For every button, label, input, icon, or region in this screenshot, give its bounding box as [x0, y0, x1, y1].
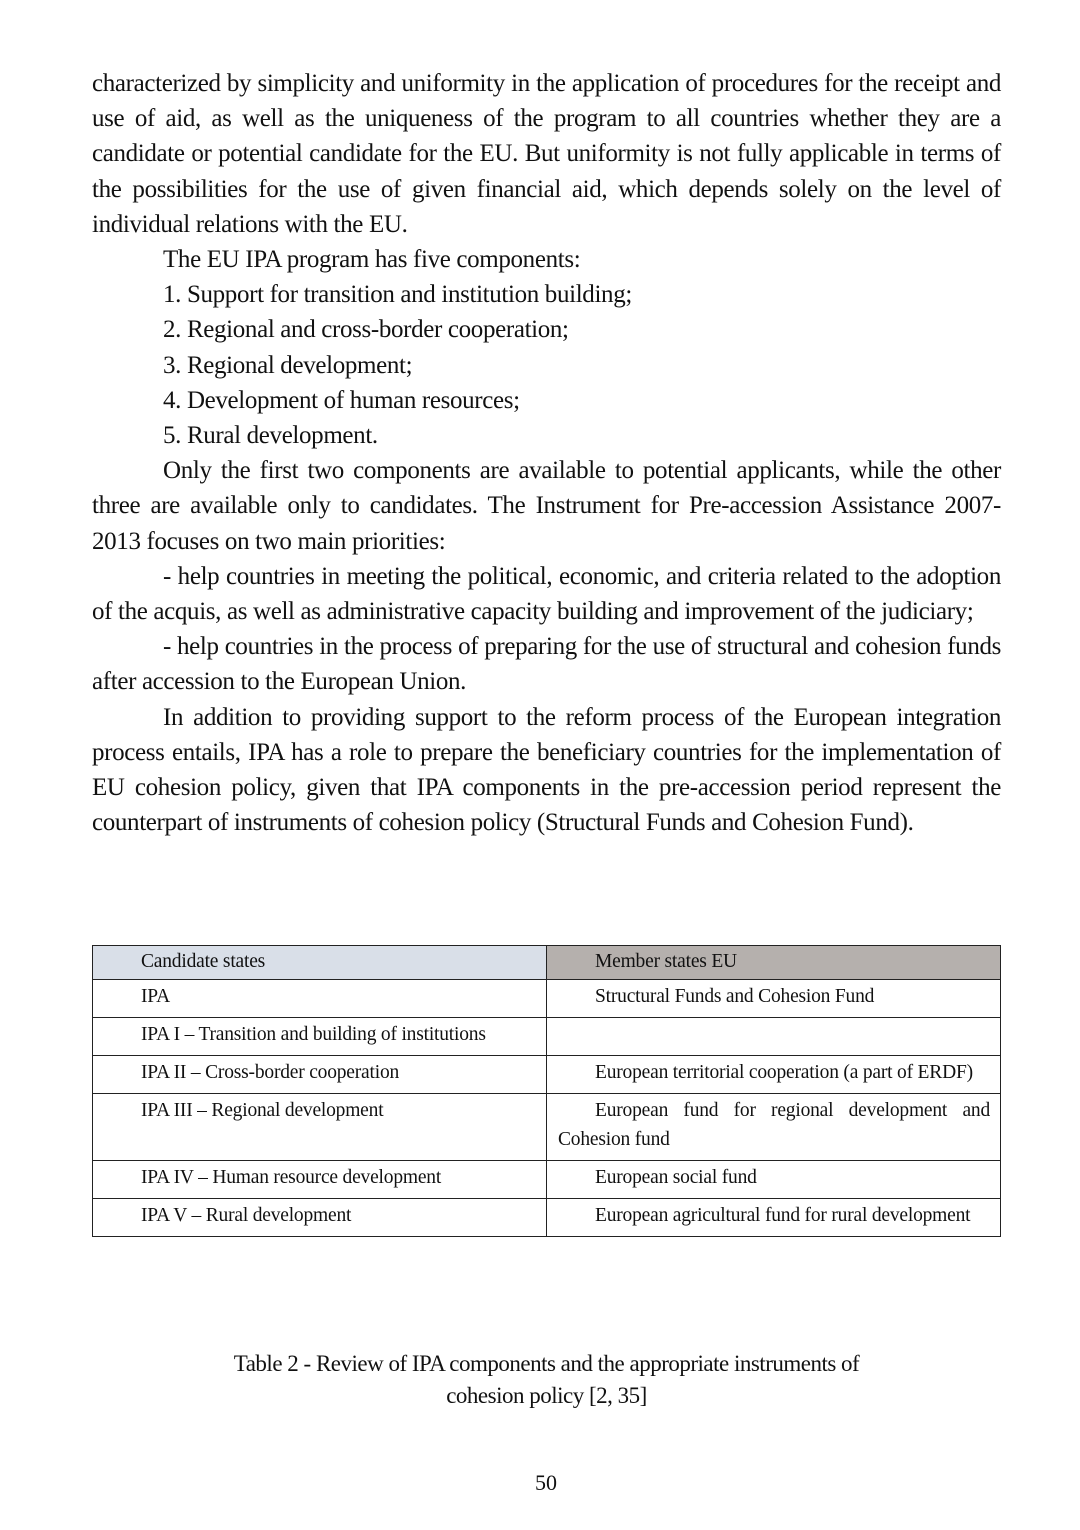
caption-line-2: cohesion policy [2, 35]: [446, 1383, 647, 1408]
cell-text: European fund for regional development and Cohesion fund: [558, 1100, 990, 1150]
closing-paragraph: In addition to providing support to the reform process of the European integration process entails, IPA has a role to prepare the beneficiary countries for the implementation of EU cohesion policy, given that IPA components in the pre-accession period represent the counterpart of instruments of cohesion policy (Structural Funds and Cohesion Fund).: [92, 703, 1001, 837]
cell-text: IPA V – Rural development: [141, 1205, 352, 1226]
cell-text: European social fund: [595, 1167, 757, 1188]
component-item-5: 5. Rural development.: [163, 422, 378, 450]
ipa-components-table: [92, 945, 1001, 1237]
table-row: [93, 1056, 1001, 1094]
intro-paragraph: characterized by simplicity and uniformity in the application of procedures for the receipt and use of aid, as well as the uniqueness of the program to all countries whether they are a candidate or potential candidate for the EU. But uniformity is not fully applicable in terms of the possibilities for the use of given financial aid, which depends solely on the level of individual relations with the EU.: [92, 70, 1001, 238]
table-cell-candidate: [93, 1056, 547, 1094]
table-cell-member: [547, 1056, 1001, 1094]
table-caption: [92, 1348, 1001, 1412]
table-row: [93, 1199, 1001, 1237]
component-item-3: 3. Regional development;: [163, 351, 413, 379]
table-row: [93, 1094, 1001, 1161]
table-row: [93, 1161, 1001, 1199]
table-cell-member: [547, 1199, 1001, 1237]
header-candidate-states: [93, 946, 547, 980]
cell-text: Structural Funds and Cohesion Fund: [595, 986, 875, 1007]
caption-line-1: Table 2 - Review of IPA components and the appropriate instruments of: [233, 1351, 860, 1376]
table-header-row: [93, 946, 1001, 980]
table-cell-candidate: [93, 1199, 547, 1237]
table-row: [93, 980, 1001, 1018]
cell-text: IPA: [141, 986, 171, 1007]
component-item-2: 2. Regional and cross-border cooperation;: [163, 316, 569, 344]
priority-item-1: - help countries in meeting the political, economic, and criteria related to the adoption of the acquis, as well as administrative capacity building and improvement of the judiciary;: [92, 562, 1001, 626]
cell-text: European agricultural fund for rural development: [595, 1205, 971, 1226]
cell-text: IPA III – Regional development: [141, 1100, 384, 1121]
page-body: [92, 66, 1001, 840]
table-cell-member: [547, 1018, 1001, 1056]
table-row: [93, 1018, 1001, 1056]
cell-text: IPA II – Cross-border cooperation: [141, 1062, 400, 1083]
header-member-states: [547, 946, 1001, 980]
table-cell-member: [547, 980, 1001, 1018]
page-number: 50: [535, 1470, 557, 1495]
table-cell-member: [547, 1161, 1001, 1199]
components-intro: The EU IPA program has five components:: [163, 246, 581, 274]
priority-item-2: - help countries in the process of preparing for the use of structural and cohesion funds after accession to the European Union.: [92, 633, 1001, 696]
table-cell-candidate: [93, 1161, 547, 1199]
table-cell-member: [547, 1094, 1001, 1161]
component-item-4: 4. Development of human resources;: [163, 386, 520, 414]
cell-text: IPA I – Transition and building of institutions: [141, 1024, 486, 1045]
table-cell-candidate: [93, 1018, 547, 1056]
table-cell-candidate: [93, 1094, 547, 1161]
header-label: Candidate states: [141, 951, 266, 972]
header-label: Member states EU: [595, 951, 737, 972]
cell-text: European territorial cooperation (a part of ERDF): [595, 1062, 973, 1083]
cell-text: IPA IV – Human resource development: [141, 1167, 442, 1188]
availability-paragraph: Only the first two components are available to potential applicants, while the other three are available only to candidates. The Instrument for Pre-accession Assistance 2007-2013 focuses on two main priorities:: [92, 457, 1001, 555]
component-item-1: 1. Support for transition and institution building;: [163, 281, 632, 309]
table-cell-candidate: [93, 980, 547, 1018]
